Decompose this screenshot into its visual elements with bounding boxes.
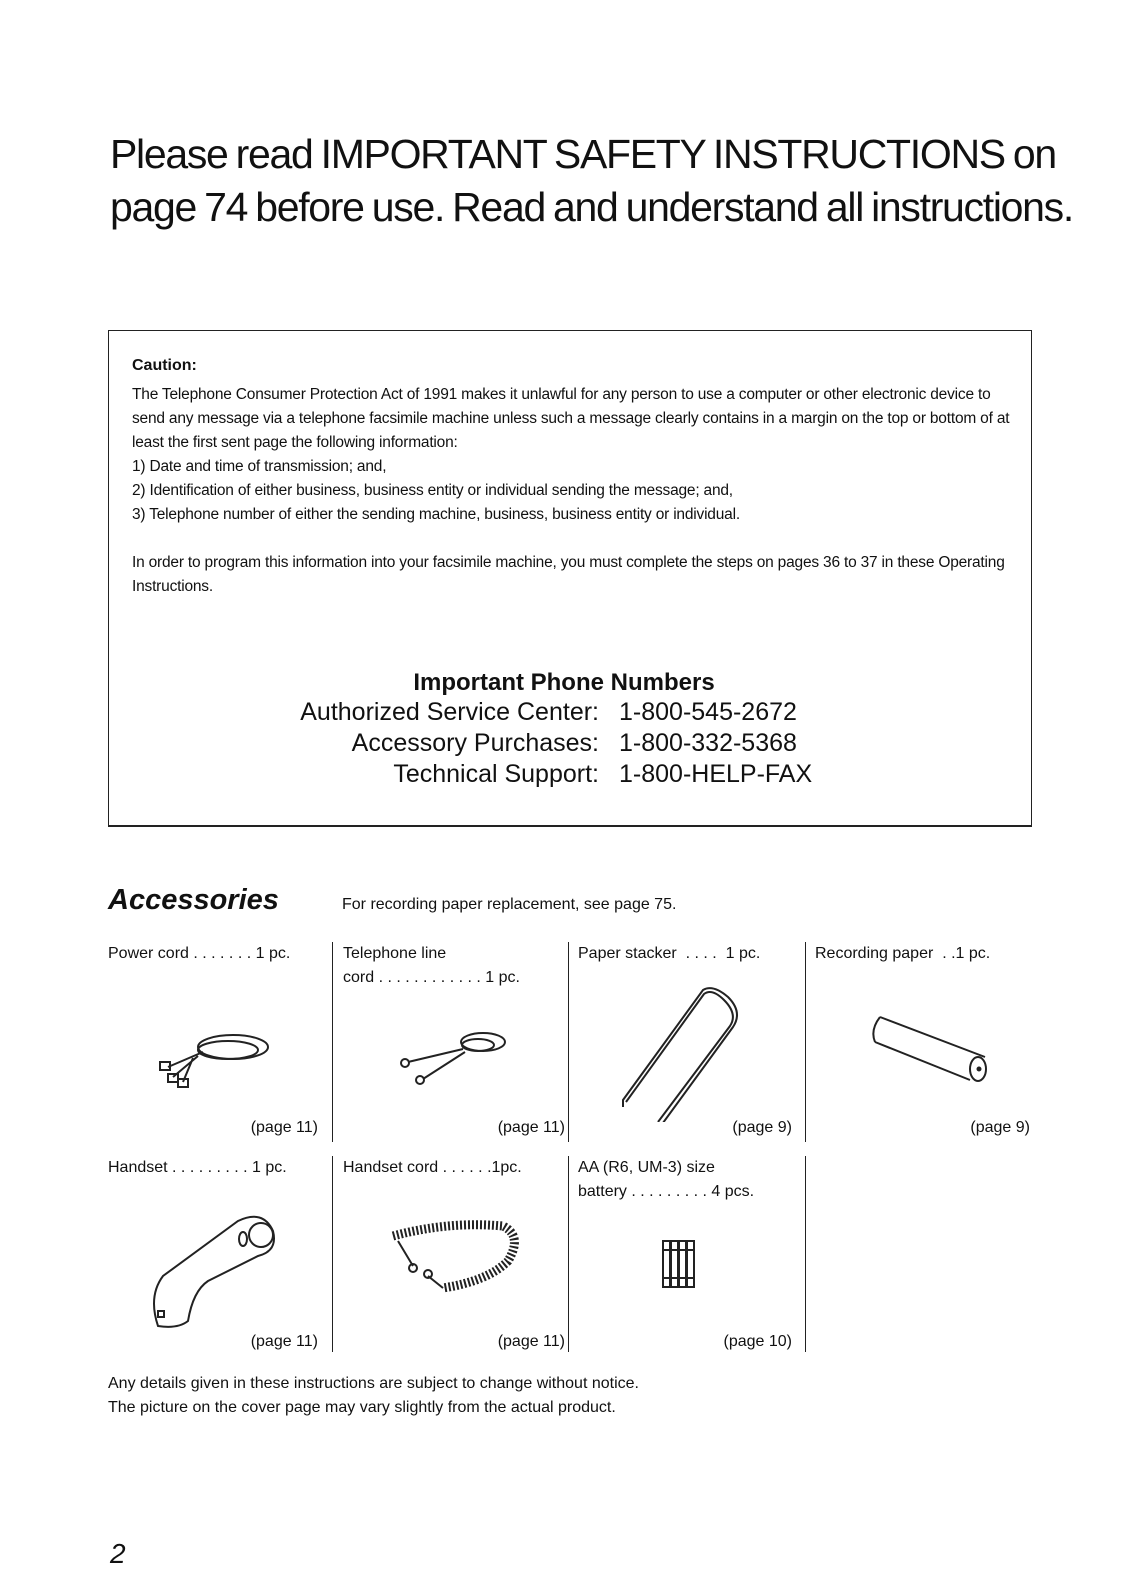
caution-body [132,383,1012,599]
phone-number: 1-800-HELP-FAX [619,760,813,788]
phone-label: Authorized Service Center: [300,698,599,726]
caution-box [108,330,1032,827]
phone-number: 1-800-332-5368 [619,729,797,757]
accessory-label: Handset cord . . . . . .1pc. [343,1159,522,1176]
program-note: In order to program this information into your facsimile machine, you must complete the steps on pages 36 to 37 in these Operating Instructions. [132,554,1005,595]
accessory-power-cord [108,942,330,1142]
phone-row [109,759,1031,790]
accessory-handset [108,1156,330,1356]
phone-numbers-heading: Important Phone Numbers [413,669,715,696]
accessory-page-ref: (page 9) [732,1119,792,1136]
accessory-page-ref: (page 11) [497,1333,565,1350]
column-divider [332,1156,333,1352]
column-divider [805,1156,806,1352]
phone-label: Accessory Purchases: [351,729,599,757]
caution-paragraph: The Telephone Consumer Protection Act of 1991 makes it unlawful for any person to use a computer or other electronic device to send any message via a telephone facsimile machine unless such a message clearly contains in a margin on the top or bottom of at least the first sent page the following information: [132,386,1010,451]
accessory-label: Telephone line cord . . . . . . . . . . . . 1 pc. [343,945,520,986]
accessory-handset-cord [343,1156,565,1356]
phone-row [109,697,1031,728]
coiled-cord-icon [388,1216,528,1296]
caution-heading: Caution: [132,357,197,374]
battery-icon [661,1238,697,1290]
phone-row [109,728,1031,759]
title-line-1: Please read IMPORTANT SAFETY INSTRUCTIONS on [110,131,1056,177]
title-line-2: page 74 before use. Read and understand all instructions. [110,184,1073,230]
accessory-page-ref: (page 11) [250,1333,318,1350]
column-divider [805,942,806,1142]
phone-numbers [109,669,1031,790]
paper-roll-icon [870,1012,1000,1082]
disclaimer-line: The picture on the cover page may vary slightly from the actual product. [108,1399,616,1416]
handset-icon [148,1211,288,1331]
accessory-page-ref: (page 11) [250,1119,318,1136]
accessory-telephone-line-cord [343,942,565,1142]
page-number: 2 [110,1538,126,1569]
disclaimer-line: Any details given in these instructions are subject to change without notice. [108,1375,639,1392]
accessory-label: Power cord . . . . . . . 1 pc. [108,945,291,962]
column-divider [568,1156,569,1352]
accessory-battery [578,1156,800,1356]
accessory-label: Paper stacker . . . . 1 pc. [578,945,761,962]
accessories-note: For recording paper replacement, see page 75. [342,896,677,913]
accessory-label: Recording paper . .1 pc. [815,945,991,962]
accessory-label: Handset . . . . . . . . . 1 pc. [108,1159,287,1176]
accessory-paper-stacker [578,942,800,1142]
accessory-page-ref: (page 10) [723,1333,792,1350]
column-divider [332,942,333,1142]
caution-item: 2) Identification of either business, business entity or individual sending the message; and, [132,482,733,499]
telephone-cord-icon [393,1027,513,1087]
accessory-page-ref: (page 9) [970,1119,1030,1136]
safety-notice-title [110,128,1073,234]
caution-item: 1) Date and time of transmission; and, [132,458,387,475]
caution-item: 3) Telephone number of either the sending machine, business, business entity or individual. [132,506,740,523]
phone-number: 1-800-545-2672 [619,698,797,726]
column-divider [568,942,569,1142]
footer-disclaimer [108,1372,639,1420]
accessory-recording-paper [815,942,1030,1142]
power-cord-icon [148,1022,278,1092]
paper-stacker-icon [618,982,758,1122]
accessories-heading: Accessories [108,884,279,916]
accessory-page-ref: (page 11) [497,1119,565,1136]
accessory-label: AA (R6, UM-3) size battery . . . . . . . . . 4 pcs. [578,1159,755,1200]
phone-label: Technical Support: [393,760,599,788]
